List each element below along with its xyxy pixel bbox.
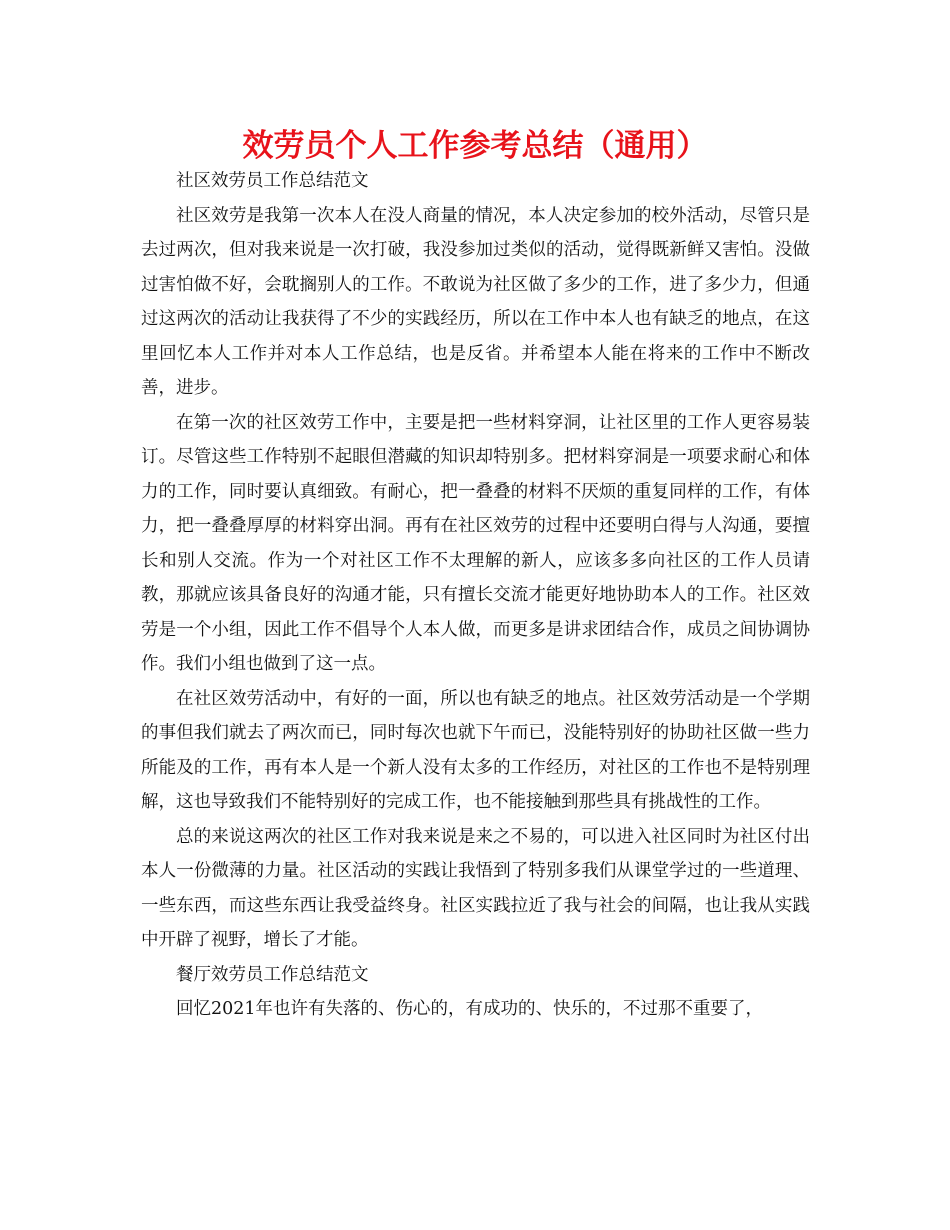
section-heading-restaurant: 餐厅效劳员工作总结范文 xyxy=(176,964,369,985)
paragraph: 在社区效劳活动中，有好的一面，所以也有缺乏的地点。社区效劳活动是一个学期的事但我们就去了两次而已，同时每次也就下午而已，没能特别好的协助社区做一些力所能及的工作，再有本人是一个新人没有太多的工作经历，对社区的工作也不是特别理解，这也导致我们不能特别好的完成工作，也不能接触到那些具有挑战性的工作。 xyxy=(141,688,810,812)
document-body xyxy=(141,164,810,1027)
paragraph: 回忆2021年也许有失落的、伤心的，有成功的、快乐的，不过那不重要了， xyxy=(176,999,764,1019)
paragraph: 社区效劳是我第一次本人在没人商量的情况，本人决定参加的校外活动，尽管只是去过两次，但对我来说是一次打破，我没参加过类似的活动，觉得既新鲜又害怕。没做过害怕做不好，会耽搁别人的工作。不敢说为社区做了多少的工作，进了多少力，但通过这两次的活动让我获得了不少的实践经历，所以在工作中本人也有缺乏的地点，在这里回忆本人工作并对本人工作总结，也是反省。并希望本人能在将来的工作中不断改善，进步。 xyxy=(141,205,810,398)
paragraph: 在第一次的社区效劳工作中，主要是把一些材料穿洞，让社区里的工作人更容易装订。尽管这些工作特别不起眼但潜藏的知识却特别多。把材料穿洞是一项要求耐心和体力的工作，同时要认真细致。有耐心，把一叠叠的材料不厌烦的重复同样的工作，有体力，把一叠叠厚厚的材料穿出洞。再有在社区效劳的过程中还要明白得与人沟通，要擅长和别人交流。作为一个对社区工作不太理解的新人，应该多多向社区的工作人员请教，那就应该具备良好的沟通才能，只有擅长交流才能更好地协助本人的工作。社区效劳是一个小组，因此工作不倡导个人本人做，而更多是讲求团结合作，成员之间协调协作。我们小组也做到了这一点。 xyxy=(141,412,810,674)
paragraph: 总的来说这两次的社区工作对我来说是来之不易的，可以进入社区同时为社区付出本人一份微薄的力量。社区活动的实践让我悟到了特别多我们从课堂学过的一些道理、一些东西，而这些东西让我受益终身。社区实践拉近了我与社会的间隔，也让我从实践中开辟了视野，增长了才能。 xyxy=(141,826,810,950)
section-heading-community: 社区效劳员工作总结范文 xyxy=(176,171,369,191)
document-title: 效劳员个人工作参考总结（通用） xyxy=(242,128,708,164)
